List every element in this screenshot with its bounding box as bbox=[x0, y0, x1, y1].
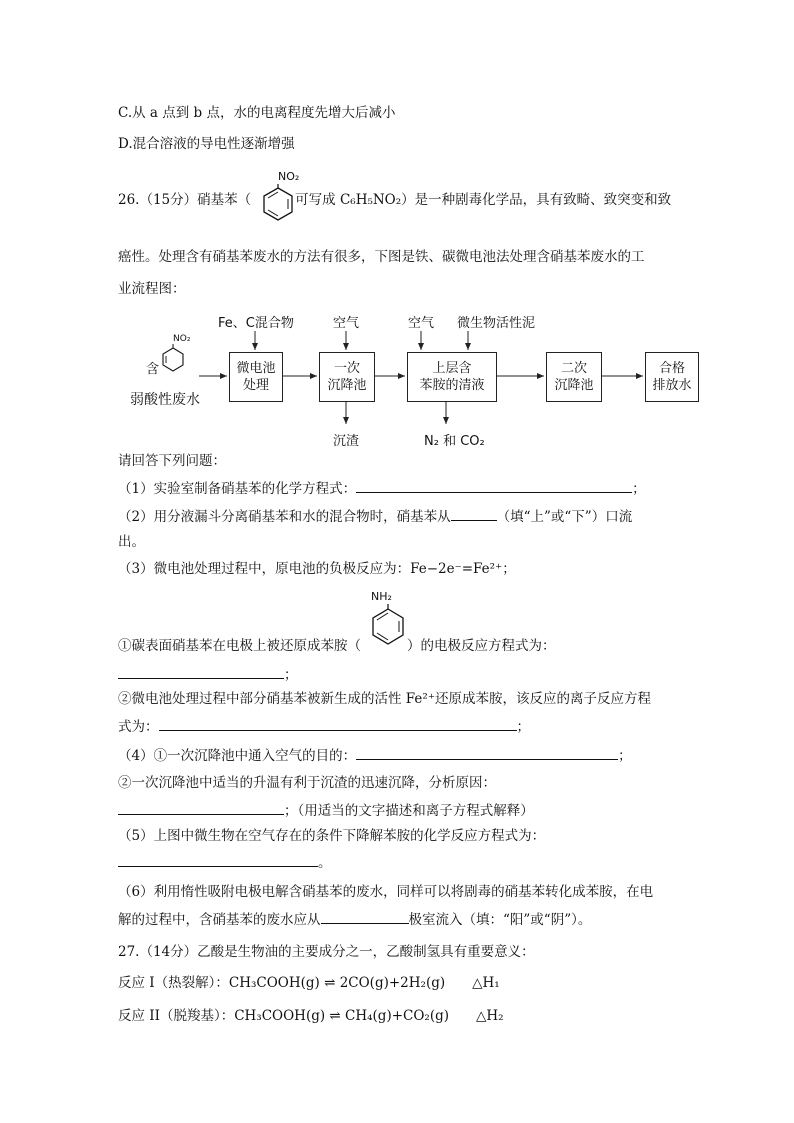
q26-intro-line3: 业流程图： bbox=[118, 281, 186, 297]
flow-box1-l2: 处理 bbox=[242, 378, 269, 393]
amino-group-label: NH₂ bbox=[371, 590, 392, 603]
q26-part3-1: ①碳表面硝基苯在电极上被还原成苯胺（ ）的电极反应方程式为： bbox=[118, 638, 556, 654]
flow-box2-l1: 一次 bbox=[333, 361, 360, 376]
flow-box2-l2: 沉降池 bbox=[327, 378, 367, 393]
flow-box3-l2: 苯胺的清液 bbox=[419, 378, 485, 393]
option-c: C.从 a 点到 b 点，水的电离程度先增大后减小 bbox=[118, 105, 396, 121]
flow-arrows bbox=[0, 0, 794, 460]
answer-blank-2[interactable] bbox=[451, 506, 497, 521]
answer-blank-3[interactable] bbox=[118, 664, 284, 679]
q26-prompt: 请回答下列问题： bbox=[118, 453, 226, 469]
flow-box4-l2: 沉降池 bbox=[554, 378, 594, 393]
flow-input-no2: NO₂ bbox=[173, 334, 191, 344]
q27-reaction-1: 反应 I（热裂解）：CH₃COOH(g) ⇌ 2CO(g)+2H₂(g) △H₁ bbox=[118, 975, 500, 991]
answer-blank-7[interactable] bbox=[118, 852, 318, 867]
q26-intro-b: 可写成 C₆H₅NO₂）是一种剧毒化学品，具有致畸、致突变和致 bbox=[295, 192, 672, 208]
q26-part2: （2）用分液漏斗分离硝基苯和水的混合物时，硝基苯从 （填“上”或“下”）口流 bbox=[118, 506, 632, 527]
flow-box4-l1: 二次 bbox=[560, 361, 587, 376]
q26-part5: （5）上图中微生物在空气存在的条件下降解苯胺的化学反应方程式为： bbox=[118, 828, 546, 844]
q26-part2-end: 出。 bbox=[118, 534, 145, 550]
flow-input-label: 弱酸性废水 bbox=[130, 392, 200, 408]
answer-blank-1[interactable] bbox=[356, 478, 632, 493]
q26-part1: （1）实验室制备硝基苯的化学方程式： ； bbox=[118, 478, 646, 499]
q26-intro-a: 26.（15分）硝基苯（ bbox=[118, 192, 252, 208]
q26-part6-line2: 解的过程中，含硝基苯的废水应从 极室流入（填：“阳”或“阴”）。 bbox=[118, 909, 591, 930]
flow-top-microbe: 微生物活性泥 bbox=[457, 316, 536, 331]
flow-bottom-gas: N₂ 和 CO₂ bbox=[424, 434, 485, 449]
q26-part4-2-answer: ；（用适当的文字描述和离子方程式解释） bbox=[118, 800, 534, 821]
answer-blank-8[interactable] bbox=[321, 909, 409, 924]
q26-intro-line2: 癌性。处理含有硝基苯废水的方法有很多，下图是铁、碳微电池法处理含硝基苯废水的工 bbox=[118, 249, 645, 265]
answer-blank-4[interactable] bbox=[159, 716, 517, 731]
q26-part5-answer: 。 bbox=[118, 852, 332, 873]
flow-top-air-1: 空气 bbox=[333, 316, 360, 331]
q26-part3-2-answer: 式为： ； bbox=[118, 716, 530, 737]
flow-top-fe-c: Fe、C混合物 bbox=[218, 316, 294, 331]
q27-reaction-2: 反应 II（脱羧基）：CH₃COOH(g) ⇌ CH₄(g)+CO₂(g) △H₂ bbox=[118, 1008, 504, 1024]
nitro-group-label: NO₂ bbox=[278, 170, 300, 183]
answer-blank-5[interactable] bbox=[356, 745, 618, 760]
flow-box5-l1: 合格 bbox=[658, 361, 685, 376]
flow-box1-l1: 微电池 bbox=[236, 361, 276, 376]
flow-top-air-2: 空气 bbox=[408, 316, 435, 331]
answer-blank-6[interactable] bbox=[118, 800, 284, 815]
flow-input-prefix: 含 bbox=[146, 362, 160, 377]
q26-part4-2: ②一次沉降池中适当的升温有利于沉渣的迅速沉降，分析原因： bbox=[118, 775, 496, 791]
flow-box5-l2: 排放水 bbox=[652, 378, 692, 393]
q26-part6-line1: （6）利用惰性吸附电极电解含硝基苯的废水，同样可以将剧毒的硝基苯转化成苯胺，在电 bbox=[118, 884, 654, 900]
flow-box3-l1: 上层含 bbox=[432, 361, 472, 376]
flow-bottom-slag: 沉渣 bbox=[333, 434, 360, 449]
q26-part3: （3）微电池处理过程中，原电池的负极反应为：Fe−2e⁻=Fe²⁺； bbox=[118, 561, 516, 577]
q26-part4-1: （4）①一次沉降池中通入空气的目的： ； bbox=[118, 745, 632, 766]
q26-part3-2: ②微电池处理过程中部分硝基苯被新生成的活性 Fe²⁺还原成苯胺，该反应的离子反应方程 bbox=[118, 691, 651, 707]
q26-part3-1-answer: ； bbox=[118, 664, 298, 685]
q27-intro: 27.（14分）乙酸是生物油的主要成分之一，乙酸制氢具有重要意义： bbox=[118, 944, 535, 960]
option-d: D.混合溶液的导电性逐渐增强 bbox=[118, 136, 295, 152]
